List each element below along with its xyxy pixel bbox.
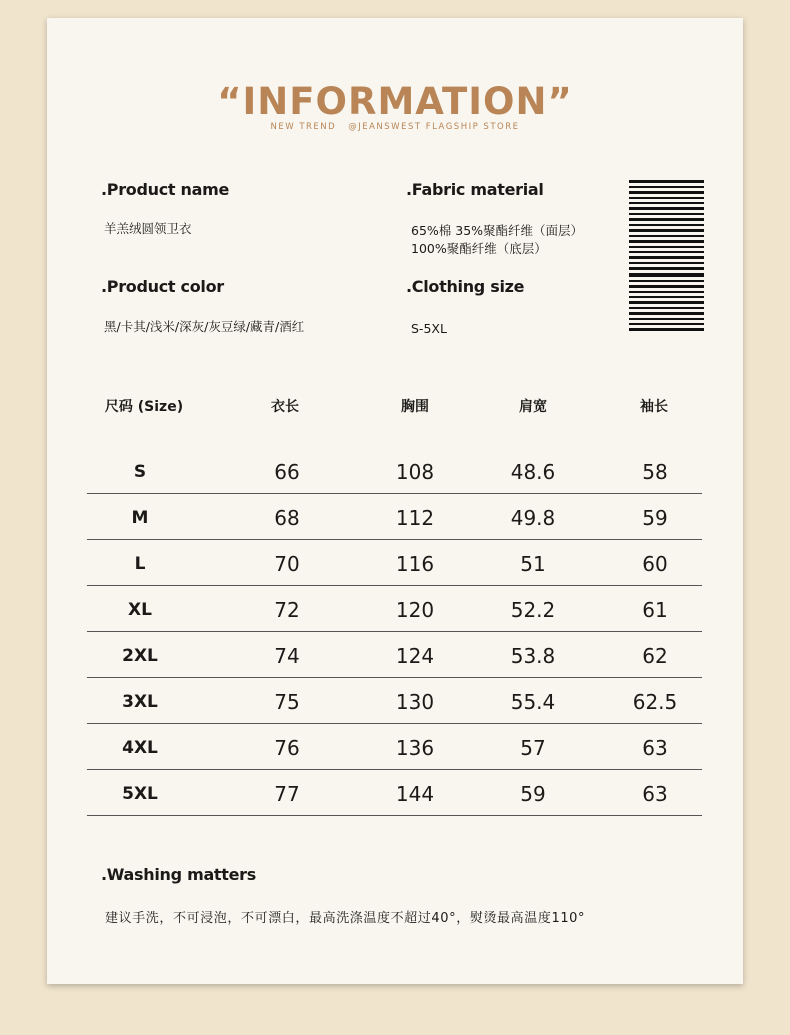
barcode-graphic: [629, 180, 704, 333]
chest-cell: 136: [395, 736, 435, 760]
barcode-bar: [629, 218, 704, 221]
product-color-value: 黑/卡其/浅米/深灰/灰豆绿/藏青/酒红: [104, 319, 305, 334]
length-cell: 75: [274, 690, 300, 714]
washing-instructions: 建议手洗，不可浸泡，不可漂白，最高洗涤温度不超过40°，熨烫最高温度110°: [105, 911, 586, 926]
shoulder-cell: 53.8: [510, 644, 556, 668]
product-name-value: 羊羔绒圆领卫衣: [104, 221, 192, 236]
sleeve-cell: 62: [642, 644, 668, 668]
clothing-size-heading: .Clothing size: [406, 277, 525, 296]
barcode-bar: [629, 267, 704, 270]
header-size: 尺码 (Size): [104, 399, 184, 415]
fabric-material-line2: 100%聚酯纤维（底层）: [411, 241, 547, 256]
barcode-bar: [629, 273, 704, 277]
barcode-bar: [629, 312, 704, 315]
chest-cell: 144: [395, 782, 435, 806]
table-row: [87, 724, 702, 770]
chest-cell: 130: [395, 690, 435, 714]
table-row: [87, 448, 702, 494]
header-chest: 胸围: [401, 399, 429, 415]
product-name-heading: .Product name: [101, 180, 230, 199]
barcode-bar: [629, 285, 704, 288]
sleeve-cell: 60: [642, 552, 668, 576]
table-row: [87, 678, 702, 724]
barcode-bar: [629, 207, 704, 210]
chest-cell: 116: [395, 552, 435, 576]
barcode-bar: [629, 291, 704, 293]
size-cell: 3XL: [122, 692, 158, 712]
shoulder-cell: 59: [520, 782, 546, 806]
header-sleeve: 袖长: [640, 399, 668, 415]
length-cell: 74: [274, 644, 300, 668]
header-shoulder: 肩宽: [519, 399, 547, 415]
barcode-bar: [629, 307, 704, 309]
barcode-bar: [629, 256, 704, 259]
barcode-bar: [629, 328, 704, 331]
barcode-bar: [629, 246, 704, 248]
barcode-bar: [629, 301, 704, 304]
sleeve-cell: 62.5: [632, 690, 678, 714]
barcode-bar: [629, 235, 704, 237]
size-cell: 2XL: [122, 646, 158, 666]
size-cell: S: [133, 462, 147, 482]
barcode-bar: [629, 224, 704, 226]
table-row: [87, 540, 702, 586]
shoulder-cell: 52.2: [510, 598, 556, 622]
barcode-bar: [629, 186, 704, 188]
barcode-bar: [629, 191, 704, 194]
size-cell: L: [134, 554, 146, 574]
table-row: [87, 586, 702, 632]
chest-cell: 108: [395, 460, 435, 484]
barcode-bar: [629, 251, 704, 253]
barcode-bar: [629, 296, 704, 298]
barcode-bar: [629, 213, 704, 215]
barcode-bar: [629, 180, 704, 183]
header-length: 衣长: [271, 399, 299, 415]
page-title: “INFORMATION”: [217, 80, 573, 123]
shoulder-cell: 48.6: [510, 460, 556, 484]
shoulder-cell: 57: [520, 736, 546, 760]
length-cell: 66: [274, 460, 300, 484]
subtitle-store: @JEANSWEST FLAGSHIP STORE: [348, 122, 520, 132]
row-divider: [87, 815, 702, 817]
barcode-bar: [629, 318, 704, 320]
table-row: [87, 632, 702, 678]
clothing-size-value: S-5XL: [411, 321, 447, 336]
table-row: [87, 494, 702, 540]
length-cell: 76: [274, 736, 300, 760]
length-cell: 68: [274, 506, 300, 530]
sleeve-cell: 61: [642, 598, 668, 622]
fabric-material-line1: 65%棉 35%聚酯纤维（面层）: [411, 223, 584, 238]
chest-cell: 112: [395, 506, 435, 530]
shoulder-cell: 51: [520, 552, 546, 576]
length-cell: 77: [274, 782, 300, 806]
size-cell: 4XL: [122, 738, 158, 758]
info-card: [47, 18, 743, 984]
table-row: [87, 770, 702, 816]
barcode-bar: [629, 262, 704, 264]
barcode-bar: [629, 323, 704, 325]
barcode-bar: [629, 240, 704, 243]
chest-cell: 124: [395, 644, 435, 668]
shoulder-cell: 55.4: [510, 690, 556, 714]
chest-cell: 120: [395, 598, 435, 622]
barcode-bar: [629, 202, 704, 204]
size-cell: 5XL: [122, 784, 158, 804]
washing-heading: .Washing matters: [101, 865, 256, 884]
length-cell: 72: [274, 598, 300, 622]
product-color-heading: .Product color: [101, 277, 224, 296]
barcode-bar: [629, 229, 704, 232]
shoulder-cell: 49.8: [510, 506, 556, 530]
barcode-bar: [629, 197, 704, 199]
sleeve-cell: 63: [642, 736, 668, 760]
subtitle-trend: NEW TREND: [270, 122, 337, 132]
page-subtitle: [47, 122, 743, 132]
fabric-material-heading: .Fabric material: [406, 180, 544, 199]
size-cell: XL: [128, 600, 152, 620]
barcode-bar: [629, 280, 704, 282]
sleeve-cell: 58: [642, 460, 668, 484]
size-cell: M: [131, 508, 149, 528]
sleeve-cell: 63: [642, 782, 668, 806]
length-cell: 70: [274, 552, 300, 576]
sleeve-cell: 59: [642, 506, 668, 530]
